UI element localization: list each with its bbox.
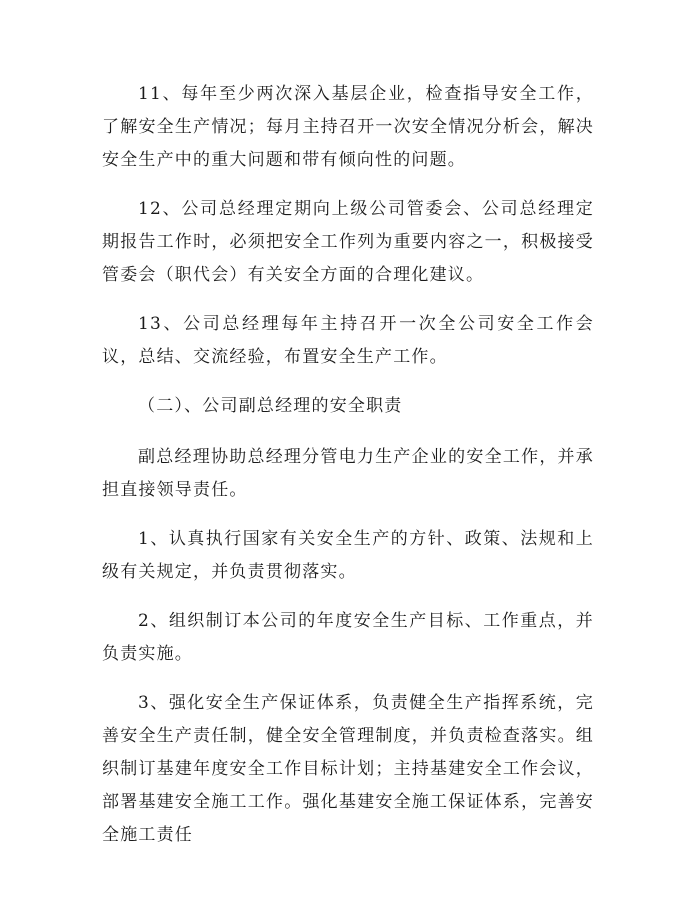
paragraph-item-2: 2、组织制订本公司的年度安全生产目标、工作重点，并负责实施。 (102, 611, 594, 664)
paragraph-item-3: 3、强化安全生产保证体系，负责健全生产指挥系统，完善安全生产责任制，健全安全管理制度，并负责检查落实。组织制订基建年度安全工作目标计划；主持基建安全工作会议，部署基建安全施工工作。强化基建安全施工保证体系，完善安全施工责任 (102, 693, 594, 845)
paragraph-item-13: 13、公司总经理每年主持召开一次全公司安全工作会议，总结、交流经验，布置安全生产工作。 (102, 314, 594, 367)
document-body (102, 78, 594, 868)
section-intro: 副总经理协助总经理分管电力生产企业的安全工作，并承担直接领导责任。 (102, 447, 594, 500)
paragraph-item-12: 12、公司总经理定期向上级公司管委会、公司总经理定期报告工作时，必须把安全工作列为重要内容之一，积极接受管委会（职代会）有关安全方面的合理化建议。 (102, 199, 594, 285)
paragraph-item-1: 1、认真执行国家有关安全生产的方针、政策、法规和上级有关规定，并负责贯彻落实。 (102, 529, 594, 582)
section-heading: （二）、公司副总经理的安全职责 (138, 396, 403, 416)
paragraph-item-11: 11、每年至少两次深入基层企业，检查指导安全工作，了解安全生产情况；每月主持召开一次安全情况分析会，解决安全生产中的重大问题和带有倾向性的问题。 (102, 84, 594, 170)
